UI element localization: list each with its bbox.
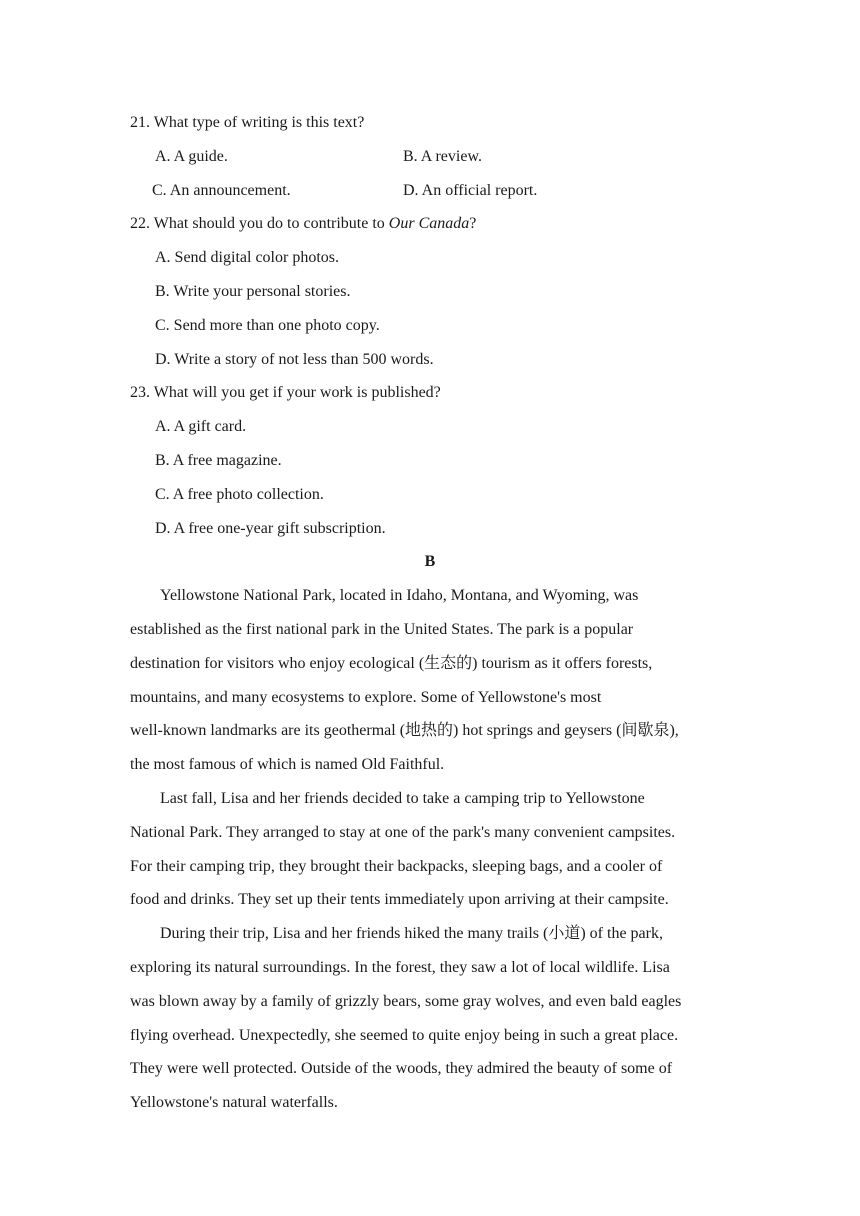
paragraph-line: destination for visitors who enjoy ecological (生态的) tourism as it offers forests, xyxy=(130,654,653,672)
section-b-heading: B xyxy=(424,553,436,571)
question-21-options-row-1 xyxy=(130,140,730,174)
paragraph-line: was blown away by a family of grizzly bears, some gray wolves, and even bald eagles xyxy=(130,992,682,1010)
paragraph-line: Yellowstone National Park, located in Idaho, Montana, and Wyoming, was xyxy=(160,587,639,605)
question-23-option-b: B. A free magazine. xyxy=(155,451,282,469)
paragraph-line: National Park. They arranged to stay at one of the park's many convenient campsites. xyxy=(130,823,676,841)
passage-paragraph-3 xyxy=(130,917,730,1120)
paragraph-line: Last fall, Lisa and her friends decided to take a camping trip to Yellowstone xyxy=(160,789,645,807)
question-22-stem-prefix: 22. What should you do to contribute to xyxy=(130,215,389,233)
question-21-stem: 21. What type of writing is this text? xyxy=(130,114,365,131)
paragraph-line: mountains, and many ecosystems to explore. Some of Yellowstone's most xyxy=(130,688,602,706)
question-23-option-a: A. A gift card. xyxy=(155,418,247,436)
question-21-option-c: C. An announcement. xyxy=(152,181,291,199)
paragraph-line: Yellowstone's natural waterfalls. xyxy=(130,1094,338,1112)
paragraph-line: flying overhead. Unexpectedly, she seemed to quite enjoy being in such a great place. xyxy=(130,1026,679,1044)
passage-paragraph-1 xyxy=(130,579,730,782)
question-21-option-b: B. A review. xyxy=(403,147,482,165)
paragraph-line: exploring its natural surroundings. In the forest, they saw a lot of local wildlife. Lisa xyxy=(130,958,670,976)
paragraph-line: For their camping trip, they brought their backpacks, sleeping bags, and a cooler of xyxy=(130,857,663,875)
question-22-stem-title: Our Canada xyxy=(388,215,470,233)
question-22-option-c: C. Send more than one photo copy. xyxy=(155,316,380,334)
paragraph-line: food and drinks. They set up their tents immediately upon arriving at their campsite. xyxy=(130,891,669,909)
question-21-option-d: D. An official report. xyxy=(403,181,538,199)
question-23-stem: 23. What will you get if your work is published? xyxy=(130,384,441,402)
paragraph-line: the most famous of which is named Old Faithful. xyxy=(130,756,445,774)
paragraph-line: well-known landmarks are its geothermal (地热的) hot springs and geysers (间歇泉), xyxy=(130,722,679,740)
question-22-stem xyxy=(130,207,730,241)
question-21-options-row-2 xyxy=(130,174,730,208)
passage-paragraph-2 xyxy=(130,782,730,917)
paragraph-line: established as the first national park in the United States. The park is a popular xyxy=(130,620,634,638)
question-22-option-b: B. Write your personal stories. xyxy=(155,282,351,300)
question-22-option-a: A. Send digital color photos. xyxy=(155,249,339,267)
question-22-option-d: D. Write a story of not less than 500 words. xyxy=(155,350,434,368)
question-21-option-a: A. A guide. xyxy=(155,147,228,165)
paragraph-line: They were well protected. Outside of the woods, they admired the beauty of some of xyxy=(130,1060,673,1078)
exam-page xyxy=(130,106,730,1120)
paragraph-line: During their trip, Lisa and her friends hiked the many trails (小道) of the park, xyxy=(160,925,663,943)
question-23-option-c: C. A free photo collection. xyxy=(155,485,324,503)
question-23-option-d: D. A free one-year gift subscription. xyxy=(155,519,386,537)
question-22-stem-suffix: ? xyxy=(469,215,477,233)
